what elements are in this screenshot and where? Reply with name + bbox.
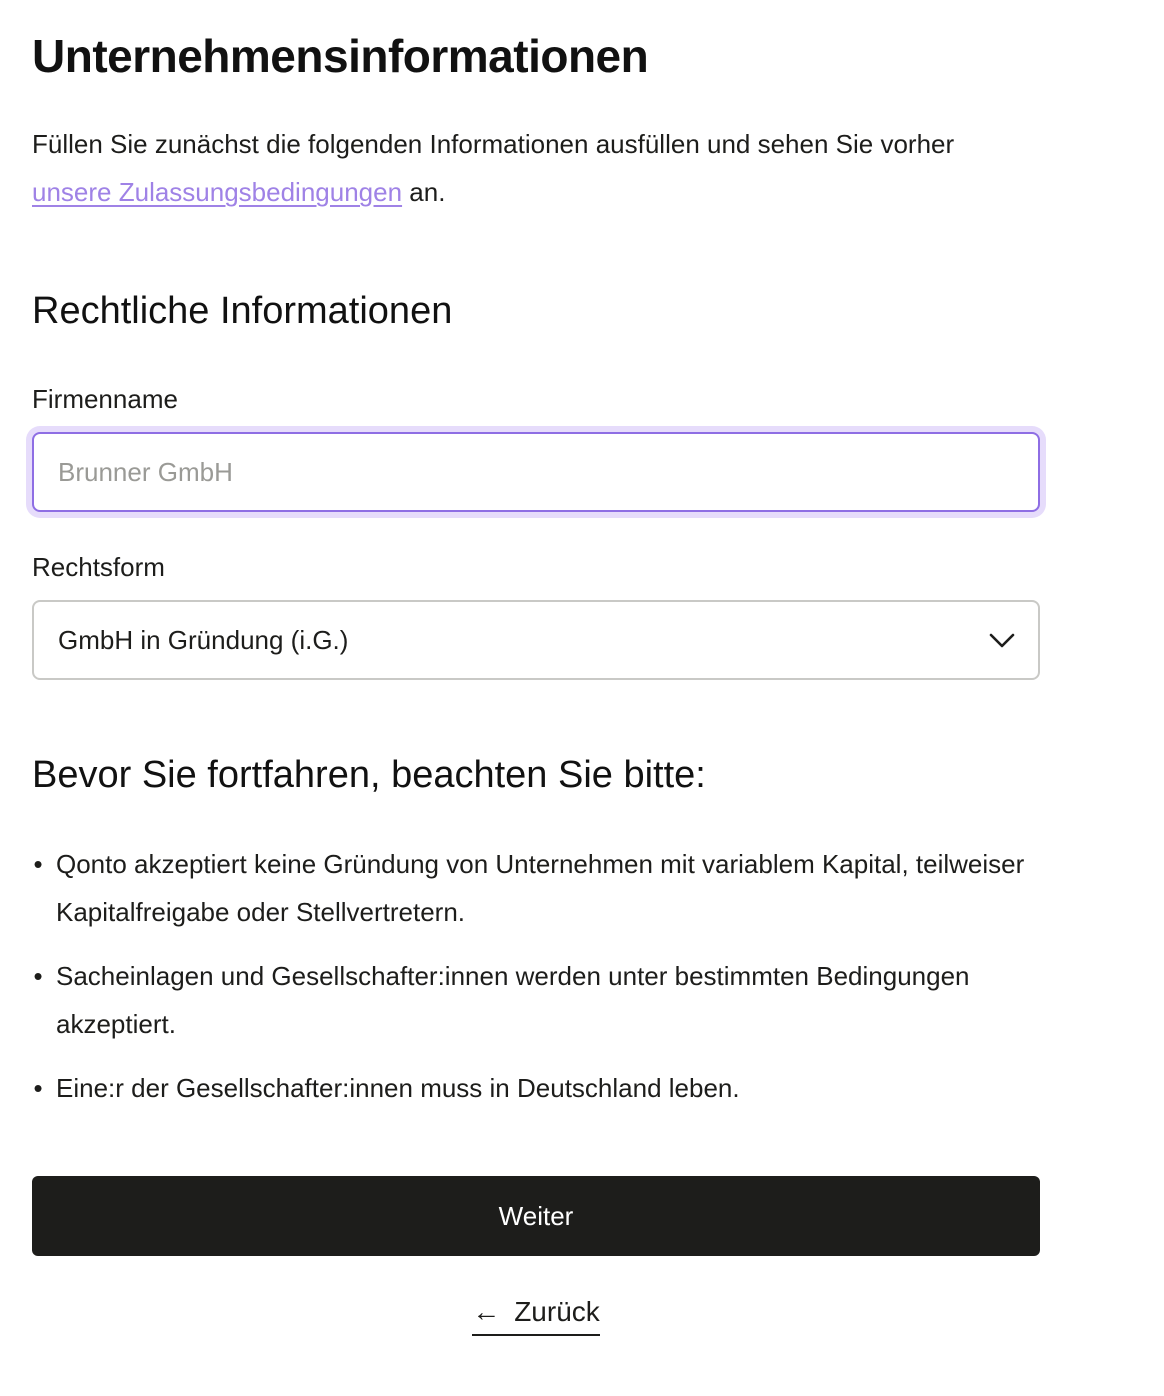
legal-form-select[interactable] <box>32 600 1040 680</box>
legal-form-label: Rechtsform <box>32 552 165 582</box>
notice-heading: Bevor Sie fortfahren, beachten Sie bitte: <box>32 754 706 796</box>
eligibility-conditions-link[interactable]: unsere Zulassungsbedingungen <box>32 177 403 207</box>
back-link-label: Zurück <box>514 1296 600 1327</box>
company-name-field <box>32 432 1040 512</box>
notice-list-item <box>32 1064 1040 1112</box>
notice-list-item <box>32 840 1040 936</box>
intro-text <box>32 120 1040 216</box>
notice-item-text: Sacheinlagen und Gesellschafter:innen werden unter bestimmten Bedingungen akzeptiert. <box>56 961 970 1039</box>
legal-information-heading: Rechtliche Informationen <box>32 290 453 332</box>
bullet-icon: • <box>33 961 43 991</box>
company-name-input[interactable] <box>34 434 1038 510</box>
notice-item-text: Eine:r der Gesellschafter:innen muss in Deutschland leben. <box>56 1073 740 1103</box>
notice-list-item <box>32 952 1040 1048</box>
intro-text-after-link: an. <box>402 177 446 207</box>
bullet-icon: • <box>33 849 43 879</box>
arrow-left-icon: ← <box>472 1296 501 1327</box>
bullet-icon: • <box>33 1073 43 1103</box>
continue-button[interactable]: Weiter <box>32 1176 1040 1256</box>
back-link[interactable] <box>472 1290 600 1336</box>
notice-list <box>32 840 1040 1128</box>
legal-form-selected-value: GmbH in Gründung (i.G.) <box>58 625 349 655</box>
notice-item-text: Qonto akzeptiert keine Gründung von Unternehmen mit variablem Kapital, teilweiser Kapitalfreigabe oder Stellvertretern. <box>56 849 1025 927</box>
chevron-down-icon <box>988 628 1016 652</box>
company-name-label: Firmenname <box>32 384 178 414</box>
page-title: Unternehmensinformationen <box>32 30 649 82</box>
intro-text-before-link: Füllen Sie zunächst die folgenden Informationen ausfüllen und sehen Sie vorher <box>32 129 955 159</box>
